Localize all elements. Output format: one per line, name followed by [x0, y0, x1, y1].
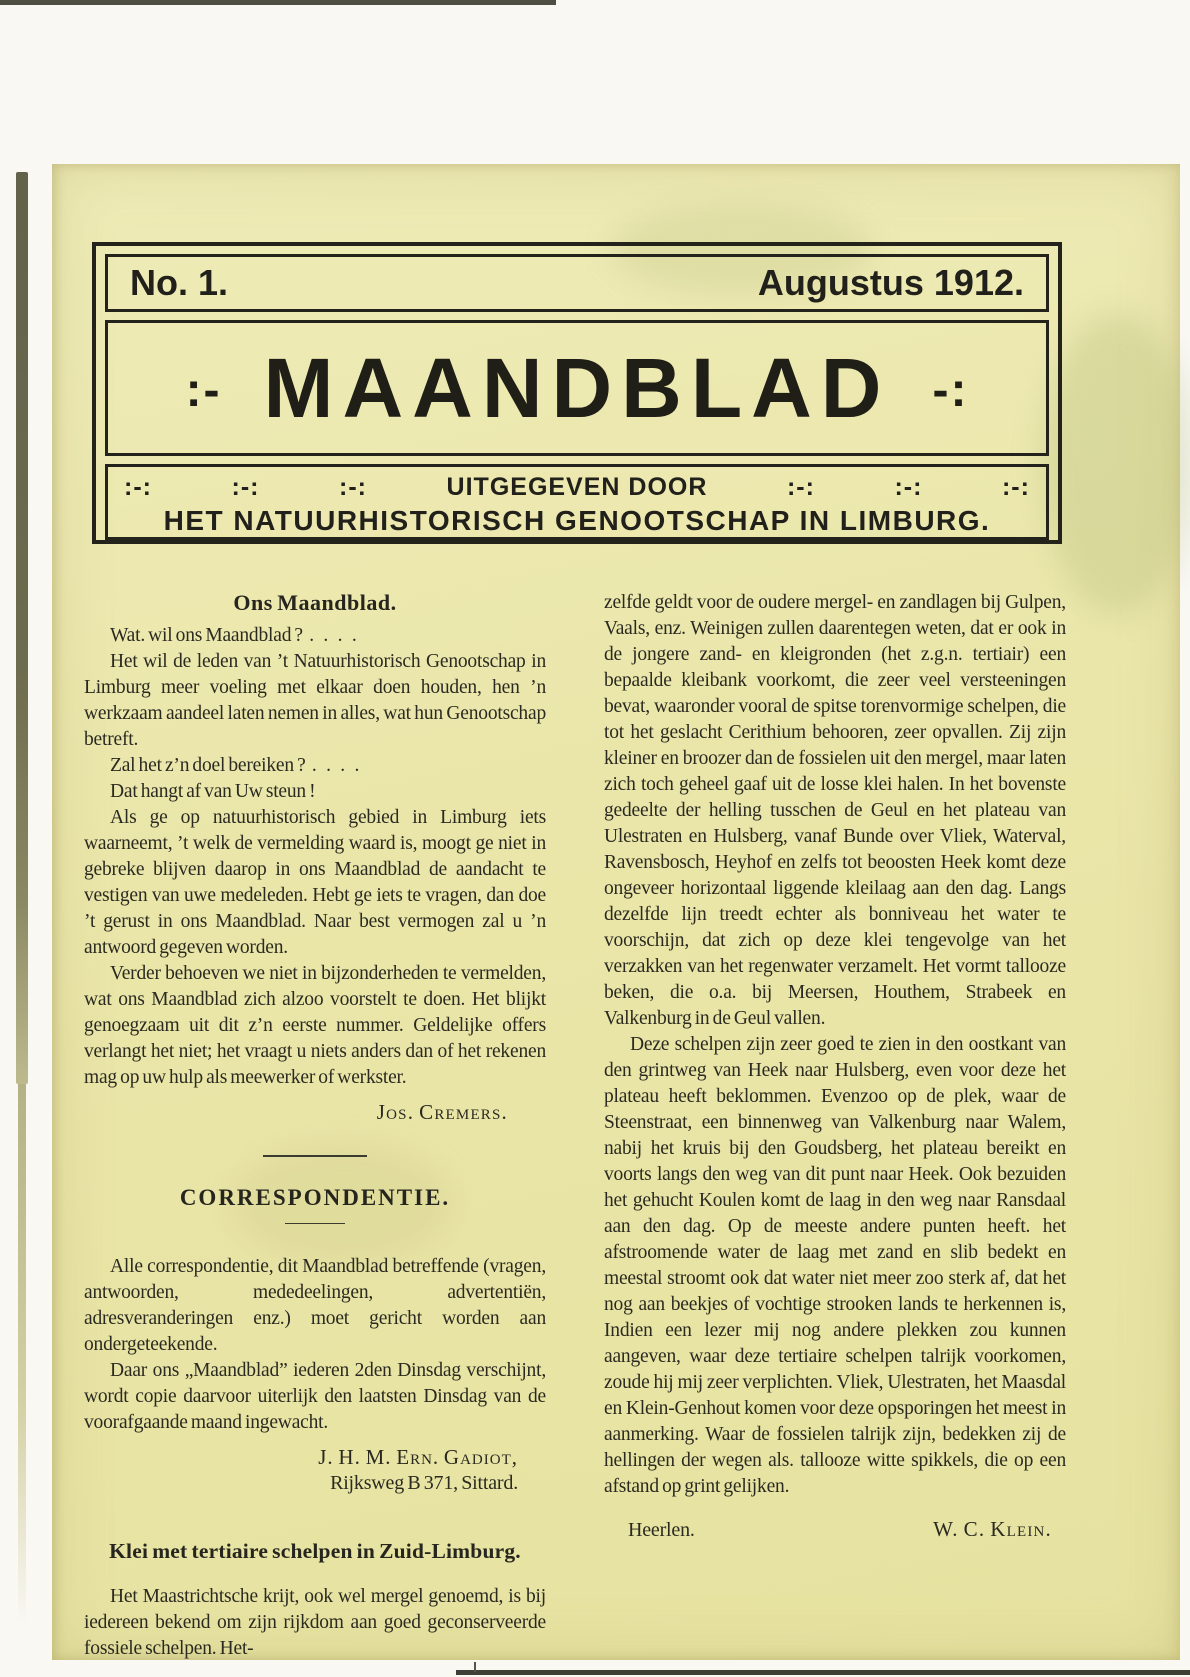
ornament: :-: — [339, 473, 368, 501]
magazine-page — [52, 164, 1180, 1660]
right-column — [604, 590, 1066, 1543]
signature-address: Rijksweg B 371, Sittard. — [330, 1472, 518, 1494]
ornament: :-: — [124, 473, 152, 501]
issue-number: No. 1. — [130, 262, 229, 303]
signature-cremers: Jos. Cremers. — [376, 1100, 508, 1124]
title-box — [105, 320, 1049, 456]
signoff-place: Heerlen. — [628, 1519, 695, 1541]
ornament: :-: — [786, 473, 815, 501]
publisher-name: HET NATUURHISTORISCH GENOOTSCHAP IN LIMBURG. — [163, 505, 991, 536]
article-heading-klei: Klei met tertiaire schelpen in Zuid-Limburg. — [109, 1539, 521, 1563]
issue-date-box — [105, 254, 1049, 312]
paragraph: Deze schelpen zijn zeer goed te zien in den oostkant van den grintweg van Heek naar Hulsberg, even voor deze het plateau heeft beklommen. Evenzoo op de plek, waar de Steenstraat, een binnenweg van Valkenburg naar Walem, nabij het kruis bij den Goudsberg, het plateau bereikt en voorts langs den weg van dit punt naar Heek. Ook bezuiden het gehucht Koulen komt de laag in den weg naar Ransdaal aan den dag. Op de meeste andere punten heeft. het afstroomende water de laag met zand en slib bedekt en meestal stroomt ook dat water niet meer zoo sterk af, dat het nog aan beekjes of vochtige strooken lands te herkennen is, Indien een lezer mij nog andere plekken zou kunnen aangeven, waar deze tertiaire schelpen talrijk voorkomen, zoude hij mij zeer verplichten. Vliek, Ulestraten, het Maasdal en Klein-Genhout komen voor deze opsporingen het meest in aanmerking. Waar de fossielen talrijk zijn, bedekken zij de hellingen der wegen als. tallooze witte spikkels, die op een afstand op grint gelijken. — [604, 1034, 1066, 1497]
paper-stain — [1042, 314, 1190, 614]
publisher-box — [105, 464, 1049, 540]
article-heading-correspondentie: CORRESPONDENTIE. — [179, 1185, 451, 1210]
scan-bottom-edge — [456, 1670, 1190, 1675]
signoff-author: W. C. Klein. — [933, 1517, 1052, 1541]
ornament: :-: — [231, 473, 260, 501]
publisher-line — [124, 473, 1030, 502]
paragraph: Verder behoeven we niet in bijzonderheden te vermelden, wat ons Maandblad zich alzoo voorstelt te doen. Het blijkt genoegzaam uit dit z’n eerste nummer. Geldelijke offers verlangt het niet; het vraagt u niets anders dan of het rekenen mag op uw hulp als meewerker of werkster. — [84, 963, 546, 1088]
masthead-frame — [92, 242, 1062, 544]
page-title: MAANDBLAD — [263, 341, 891, 435]
paragraph: Het wil de leden van ’t Natuurhistorisch Genootschap in Limburg meer voeling met elkaar doen houden, hen ’n werkzaam aandeel laten nemen in alles, wat hun Genootschap betreft. — [84, 651, 546, 750]
article-signoff — [604, 1516, 1066, 1543]
paragraph: Alle correspondentie, dit Maandblad betreffende (vragen, antwoorden, mededeelingen, advertentiën, adresveranderingen enz.) moet gericht worden aan ondergeteekende. — [84, 1256, 546, 1355]
article-heading-ons-maandblad: Ons Maandblad. — [233, 590, 397, 615]
paragraph: Als ge op natuurhistorisch gebied in Limburg iets waarneemt, ’t welk de vermelding waard is, moogt ge niet in gebreke blijven daarop in ons Maandblad de aandacht te vestigen van uwe medeleden. Hebt ge iets te vragen, dan doe ’t gerust in ons Maandblad. Naar best vermogen zal u ’n antwoord gegeven worden. — [84, 807, 546, 958]
paragraph: Zal het z’n doel bereiken ? . . . . — [110, 755, 360, 776]
paragraph: Het Maastrichtsche krijt, ook wel mergel genoemd, is bij iedereen bekend om zijn rijkdom aan goed geconserveerde fossiele schelpen. Het- — [84, 1586, 546, 1659]
page-spine-shadow — [16, 172, 28, 1084]
paragraph: zelfde geldt voor de oudere mergel- en zandlagen bij Gulpen, Vaals, enz. Weinigen zullen daarentegen weten, dat er ook in de jongere zand- en kleigronden (het z.g.n. tertiair) een bepaalde kleibank voorkomt, die zeer veel versteeningen bevat, waaronder vooral de spitse torenvormige schelpen, die tot het geslacht Cerithium behooren, zeer opvallen. Zij zijn kleiner en broozer dan de fossielen uit den mergel, maar laten zich toch geheel gaaf uit de losse klei halen. In het bovenste gedeelte der helling tusschen de Geul en het plateau van Ulestraten en Hulsberg, vanaf Bunde over Vliek, Waterval, Ravensbosch, Heyhof en zelfs tot beoosten Heek komt deze ongeveer horizontaal liggende kleilaag aan den dag. Langs dezelfde lijn treedt echter als bonniveau het water te voorschijn, dat zich op deze klei tengevolge van het verzakken van het regenwater verzamelt. Het vormt tallooze beken, die o.a. bij Meersen, Houthem, Strabeek en Valkenburg in de Geul vallen. — [604, 592, 1066, 1029]
page-spine-shadow-fade — [18, 1084, 26, 1624]
scan-bottom-tick — [474, 1662, 476, 1672]
paragraph: Wat. wil ons Maandblad ? . . . . — [110, 625, 357, 646]
scan-top-edge — [0, 0, 556, 5]
title-ornament-right: -: — [932, 363, 969, 417]
issue-date: Augustus 1912. — [757, 262, 1024, 303]
publisher-label: UITGEGEVEN DOOR — [446, 473, 708, 501]
ornament: :-: — [1001, 473, 1030, 501]
left-column — [84, 590, 546, 1662]
section-divider — [263, 1155, 367, 1157]
ornament: :-: — [894, 473, 923, 501]
title-ornament-left: :- — [185, 363, 222, 417]
heading-underline — [285, 1223, 345, 1224]
paragraph: Dat hangt af van Uw steun ! — [110, 781, 316, 802]
signature-gadiot — [84, 1444, 546, 1496]
paragraph: Daar ons „Maandblad” iederen 2den Dinsdag verschijnt, wordt copie daarvoor uiterlijk den laatsten Dinsdag van de voorafgaande maand ingewacht. — [84, 1360, 546, 1433]
signature-name: J. H. M. Ern. Gadiot, — [318, 1445, 518, 1469]
